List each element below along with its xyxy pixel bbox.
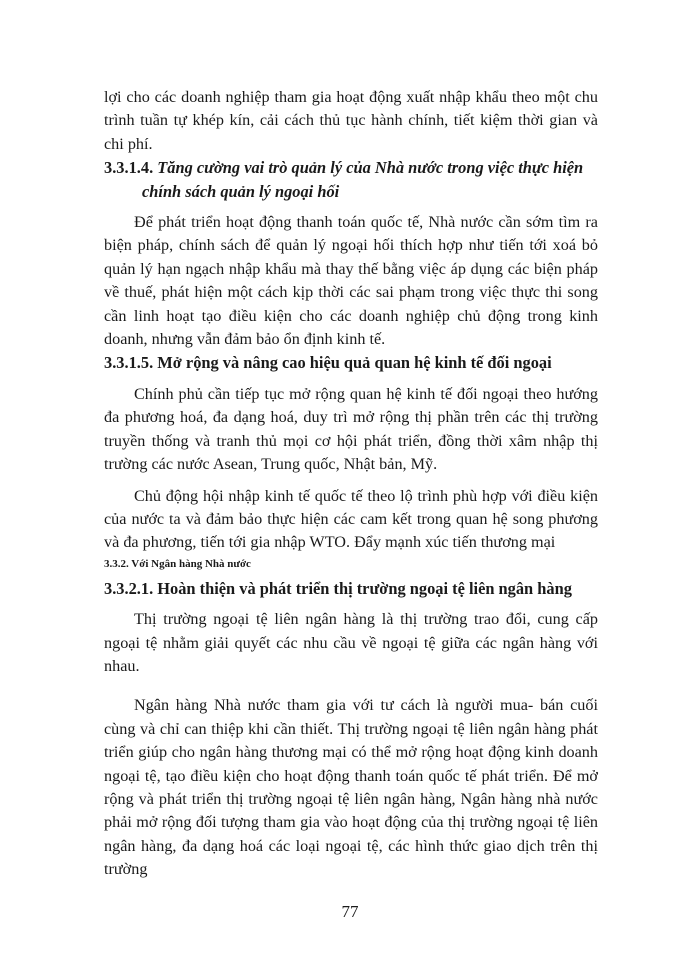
section-title: Mở rộng và nâng cao hiệu quả quan hệ kinh tế đối ngoại xyxy=(157,353,552,373)
paragraph-external-relations: Chính phủ cần tiếp tục mở rộng quan hệ kinh tế đối ngoại theo hướng đa phương hoá, đa dạng hoá, duy trì mở rộng thị phần trên các thị trường truyền thống và tranh thủ mọi cơ hội phát triển, đồng thời xâm nhập thị trường các nước Asean, Trung quốc, Nhật bản, Mỹ. xyxy=(104,384,598,474)
section-heading-3-3-1-4 xyxy=(104,156,598,203)
page-number: 77 xyxy=(341,902,359,921)
section-heading-3-3-1-5 xyxy=(104,351,598,374)
paragraph-state-bank-role: Ngân hàng Nhà nước tham gia với tư cách là người mua- bán cuối cùng và chỉ can thiệp khi cần thiết. Thị trường ngoại tệ liên ngân hàng phát triển giúp cho ngân hàng thương mại có thể mở rộng hoạt động kinh doanh ngoại tệ, tạo điều kiện cho hoạt động thanh toán quốc tế phát triển. Để mở rộng và phát triển thị trường ngoại tệ liên ngân hàng, Ngân hàng nhà nước phải mở rộng đối tượng tham gia vào hoạt động của thị trường ngoại tệ liên ngân hàng, đa dạng hoá các loại ngoại tệ, các hình thức giao dịch trên thị trường xyxy=(104,696,598,879)
document-page xyxy=(104,86,598,882)
section-number: 3.3.1.5. xyxy=(104,353,154,373)
section-title: Tăng cường vai trò quản lý của Nhà nước trong việc thực hiện chính sách quản lý ngoại hối xyxy=(142,158,584,201)
paragraph-interbank-market-definition: Thị trường ngoại tệ liên ngân hàng là thị trường trao đổi, cung cấp ngoại tệ nhằm giải quyết các nhu cầu về ngoại tệ giữa các ngân hàng với nhau. xyxy=(104,610,598,675)
section-heading-3-3-2-1 xyxy=(104,577,598,600)
paragraph-continuation: lợi cho các doanh nghiệp tham gia hoạt động xuất nhập khẩu theo một chu trình tuần tự khép kín, cải cách thủ tục hành chính, tiết kiệm thời gian và chi phí. xyxy=(104,88,598,153)
section-title: Hoàn thiện và phát triển thị trường ngoại tệ liên ngân hàng xyxy=(157,578,572,598)
paragraph-foreign-exchange-management: Để phát triển hoạt động thanh toán quốc tế, Nhà nước cần sớm tìm ra biện pháp, chính sách để quản lý ngoại hối thích hợp như tiến tới xoá bỏ quản lý hạn ngạch nhập khẩu mà thay thế bằng việc áp dụng các biện pháp về thuế, phát hiện một cách kịp thời các sai phạm trong việc thực thi song cần linh hoạt tạo điều kiện cho các doanh nghiệp chủ động trong kinh doanh, nhưng vẫn đảm bảo ổn định kinh tế. xyxy=(104,213,598,349)
subsection-heading-3-3-2: 3.3.2. Với Ngân hàng Nhà nước xyxy=(104,557,251,570)
paragraph-international-integration: Chủ động hội nhập kinh tế quốc tế theo lộ trình phù hợp với điều kiện của nước ta và đảm bảo thực hiện các cam kết trong quan hệ song phương và đa phương, tiến tới gia nhập WTO. Đẩy mạnh xúc tiến thương mại xyxy=(104,486,598,552)
section-number: 3.3.1.4. xyxy=(104,158,154,178)
section-number: 3.3.2.1. xyxy=(104,578,154,598)
